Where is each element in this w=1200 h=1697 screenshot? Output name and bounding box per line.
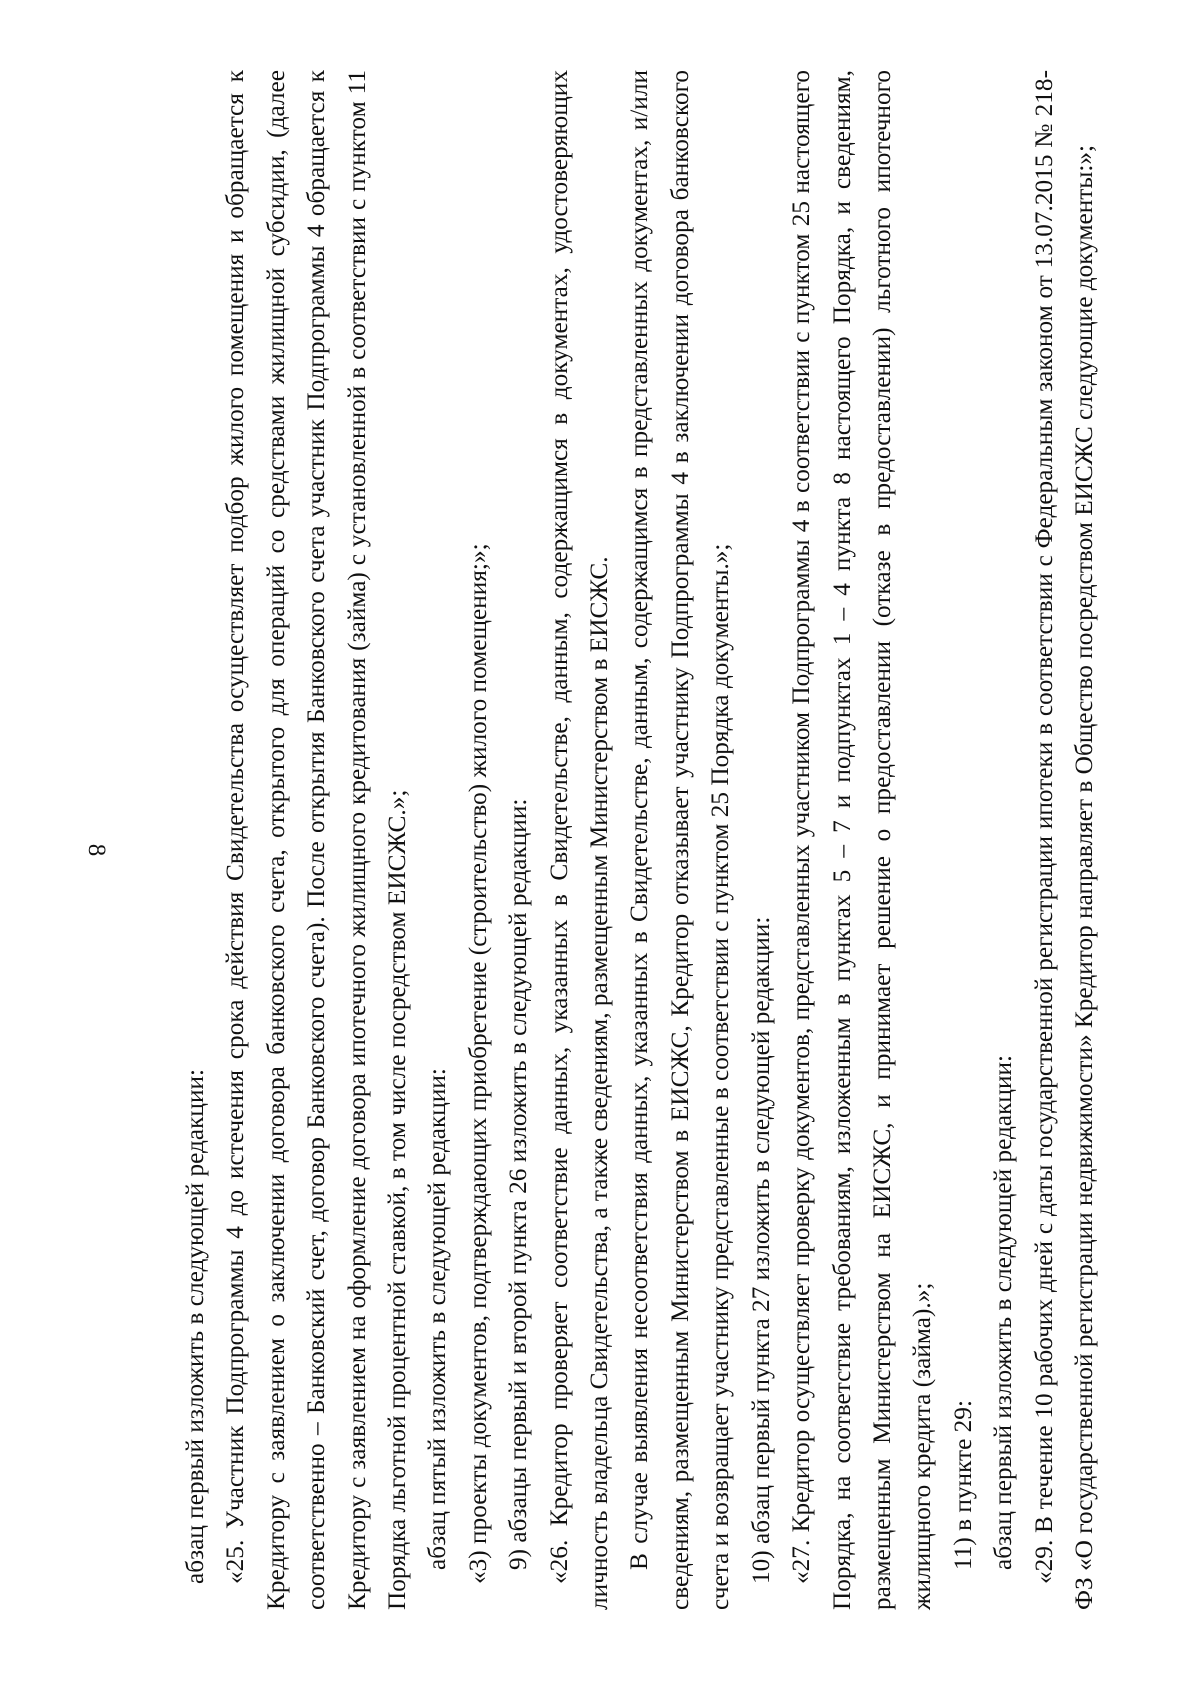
- paragraph-instruction-10: 10) абзац первый пункта 27 изложить в следующей редакции:: [746, 916, 775, 1584]
- paragraph-clause-27: «27. Кредитор осуществляет проверку документов, представленных участником Подпрограммы 4 в соответствии с пунктом 25 настоящего Порядка, на соответствие требованиям, изложенным в пунктах 5 – 7 и подпунктах 1 – 4 пункта 8 настоящего Порядка, и сведениям, размещенным Министерством на ЕИСЖС, и принимает решение о предоставлении (отказе в предоставлении) льготного ипотечного жилищного кредита (займа).»;: [787, 70, 937, 1610]
- page-number: 8: [83, 843, 110, 857]
- paragraph-instruction-11: 11) в пункте 29:: [948, 1400, 977, 1570]
- paragraph-clause-25: «25. Участник Подпрограммы 4 до истечения срока действия Свидетельства осуществляет подбор жилого помещения и обращается к Кредитору с заявлением о заключении договора банковского счета, открытого для операций со средствами жилищной субсидии, (далее соответственно – Банковский счет, договор Банковского счета). После открытия Банковского счета участник Подпрограммы 4 обращается к Кредитору с заявлением на оформление договора ипотечного жилищного кредитования (займа) с установленной в соответствии с пунктом 11 Порядка льготной процентной ставкой, в том числе посредством ЕИСЖС.»;: [221, 70, 412, 1610]
- paragraph-clause-26: «26. Кредитор проверяет соответствие данных, указанных в Свидетельстве, данным, содержащимся в документах, удостоверяющих личность владельца Свидетельства, а также сведениям, размещенным Министерством в ЕИСЖС.: [544, 70, 614, 1610]
- paragraph-clause-26-second: В случае выявления несоответствия данных, указанных в Свидетельстве, данным, содержащимся в представленных документах, и/или сведениям, размещенным Министерством в ЕИСЖС, Кредитор отказывает участнику Подпрограммы 4 в заключении договора банковского счета и возвращает участнику представленные в соответствии с пунктом 25 Порядка документы.»;: [625, 70, 735, 1610]
- paragraph-instruction-9: 9) абзацы первый и второй пункта 26 изложить в следующей редакции:: [504, 798, 533, 1570]
- document-body: [175, 70, 1115, 1610]
- paragraph-instruction: абзац пятый изложить в следующей редакции:: [423, 1068, 452, 1570]
- paragraph-clause-29: «29. В течение 10 рабочих дней с даты государственной регистрации ипотеки в соответствии с Федеральным законом от 13.07.2015 № 218-ФЗ «О государственной регистрации недвижимости» Кредитор направляет в Общество посредством ЕИСЖС следующие документы:»;: [1029, 70, 1098, 1610]
- paragraph-instruction: абзац первый изложить в следующей редакции:: [989, 1054, 1018, 1570]
- paragraph-instruction: абзац первый изложить в следующей редакции:: [181, 1068, 209, 1584]
- paragraph-item-3: «3) проекты документов, подтверждающих приобретение (строительство) жилого помещения;»;: [463, 543, 492, 1584]
